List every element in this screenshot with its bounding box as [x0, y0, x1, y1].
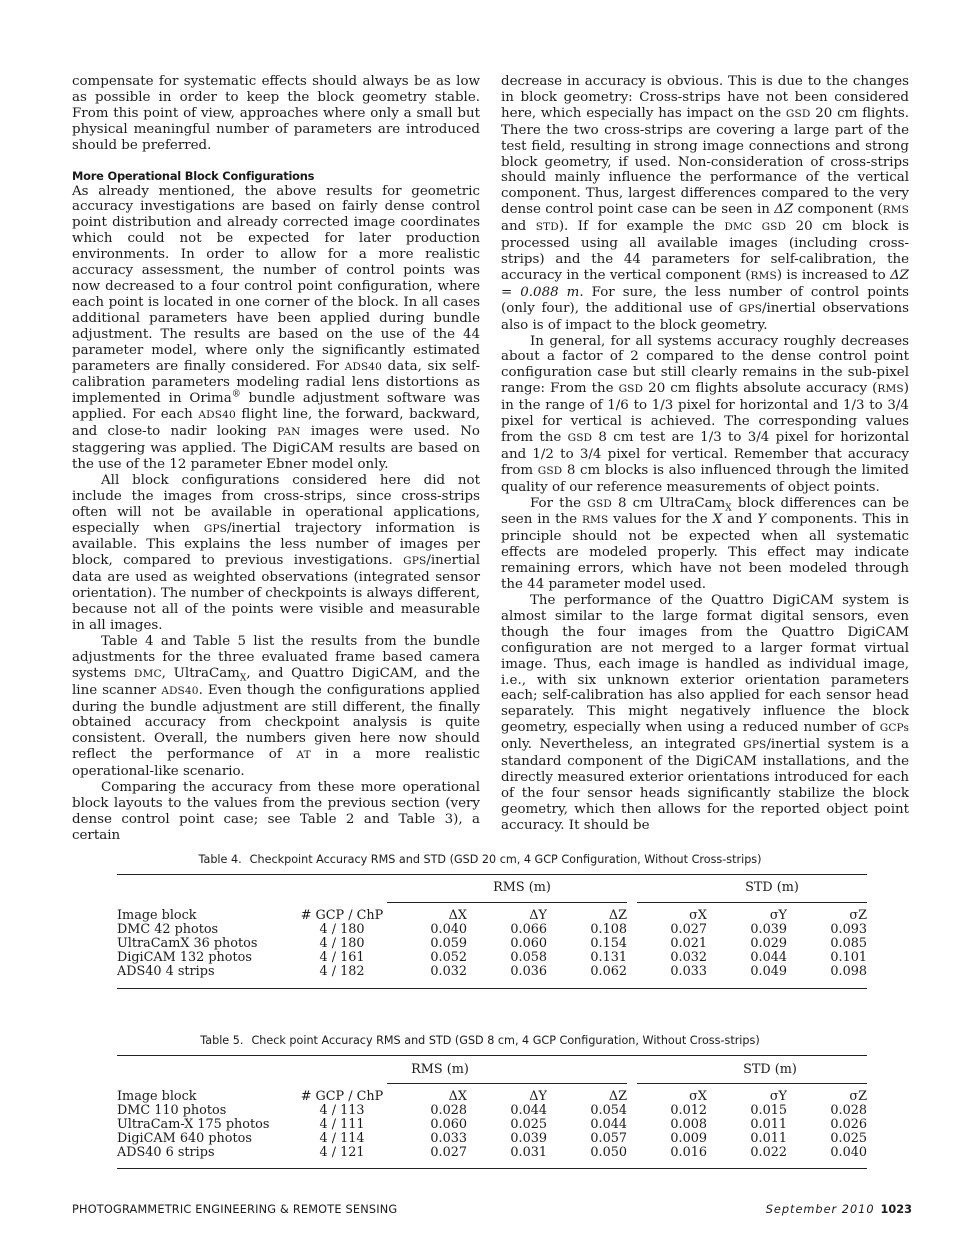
value-cell: 0.027 [430, 1145, 467, 1160]
value-cell: 0.101 [830, 950, 867, 965]
value-cell: 0.057 [590, 1131, 627, 1146]
image-block-cell: DMC 42 photos [117, 922, 219, 937]
table-row [117, 951, 867, 965]
column-header: ΔZ [608, 908, 627, 923]
value-cell: 0.025 [830, 1131, 867, 1146]
value-cell: 0.033 [430, 1131, 467, 1146]
value-cell: 0.039 [510, 1131, 547, 1146]
table5-rms-group: RMS (m) [411, 1062, 469, 1077]
paragraph: compensate for systematic effects should always be as low as possible in order to keep the block geometry stable. From this point of view, approaches where only a small but physical meaningful number of parameters are introduced should be preferred. [72, 74, 480, 153]
value-cell: 0.033 [670, 964, 707, 979]
value-cell: 0.040 [830, 1145, 867, 1160]
issue-date: September 2010 [765, 1203, 875, 1216]
paragraph: In general, for all systems accuracy roughly decreases about a factor of 2 compared to the dense control point configuration case but still clearly remains in the sub-pixel range: From the GSD 20 cm flights absolute accuracy (RMS) in the range of 1/6 to 1/3 pixel for horizontal and 1/3 to 3/4 pixel for vertical is achieved. The corresponding values from the GSD 8 cm test are 1/3 to 3/4 pixel for horizontal and 1/2 to 3/4 pixel for vertical. Remember that accuracy from GSD 8 cm blocks is also influenced through the limited quality of our reference measurements of object points. [501, 333, 909, 495]
table5-std-rule [637, 1083, 867, 1084]
right-text-column [501, 74, 909, 834]
value-cell: 0.131 [590, 950, 627, 965]
value-cell: 0.022 [750, 1145, 787, 1160]
paragraph: The performance of the Quattro DigiCAM system is almost similar to the large format digital sensors, even though the four images from the Quattro DigiCAM configuration are not merged to a larger format virtual image. Thus, each image is handled as individual image, i.e., with six unknown exterior orientation parameters each; self-calibration has also applied for each sensor head separately. This might negatively influence the block geometry, especially when using a reduced number of GCPs only. Nevertheless, an integrated GPS/inertial system is a standard component of the DigiCAM installations, and the directly measured exterior orientations introduced for each of the four sensor heads significantly stabilize the block geometry, which then allows for the reported object point accuracy. It should be [501, 593, 909, 833]
table5-bottom-rule [117, 1168, 867, 1169]
value-cell: 0.031 [510, 1145, 547, 1160]
value-cell: 0.154 [590, 936, 627, 951]
column-header: ΔX [448, 1089, 467, 1104]
value-cell: 0.028 [430, 1103, 467, 1118]
table5-std-group: STD (m) [743, 1062, 797, 1077]
image-block-cell: DigiCAM 132 photos [117, 950, 252, 965]
value-cell: 4 / 180 [319, 936, 365, 951]
paragraph: Comparing the accuracy from these more operational block layouts to the values from the previous section (very dense control point case; see Table 2 and Table 3), a certain [72, 780, 480, 843]
column-header: Image block [117, 908, 197, 923]
table4-rms-rule [387, 902, 627, 903]
image-block-cell: DMC 110 photos [117, 1103, 227, 1118]
paragraph: decrease in accuracy is obvious. This is due to the changes in block geometry: Cross-strips have not been considered here, which especially has impact on the GSD 20 cm flights. There the two cross-strips are covering a large part of the test field, resulting in strong image connections and strong block geometry, if used. Non-consideration of cross-strips should mainly influence the performance of the vertical component. Thus, largest differences compared to the very dense control point case can be seen in ΔZ component (RMS and STD). If for example the DMC GSD 20 cm block is processed using all available images (including cross-strips) and the 44 parameters for self-calibration, the accuracy in the vertical component (RMS) is increased to ΔZ = 0.088 m. For sure, the less number of control points (only four), the additional use of GPS/inertial observations also is of impact to the block geometry. [501, 74, 910, 333]
value-cell: 0.021 [670, 936, 707, 951]
table-row [117, 965, 867, 979]
column-header: σZ [849, 908, 867, 923]
table-row [117, 1104, 867, 1118]
value-cell: 0.054 [590, 1103, 627, 1118]
value-cell: 0.025 [510, 1117, 547, 1132]
value-cell: 0.052 [430, 950, 467, 965]
value-cell: 0.008 [670, 1117, 707, 1132]
value-cell: 0.032 [430, 964, 467, 979]
column-header: ΔY [529, 1089, 547, 1104]
journal-name: PHOTOGRAMMETRIC ENGINEERING & REMOTE SENSING [72, 1203, 398, 1216]
table-row [117, 1146, 867, 1160]
value-cell: 4 / 111 [319, 1117, 365, 1132]
value-cell: 4 / 114 [319, 1131, 365, 1146]
table5-top-rule [117, 1055, 867, 1056]
value-cell: 0.040 [430, 922, 467, 937]
value-cell: 0.032 [670, 950, 707, 965]
value-cell: 0.044 [510, 1103, 547, 1118]
value-cell: 0.027 [670, 922, 707, 937]
table4-top-rule [117, 874, 867, 875]
value-cell: 0.015 [750, 1103, 787, 1118]
column-header: ΔZ [608, 1089, 627, 1104]
column-header: σX [689, 1089, 707, 1104]
paragraph: As already mentioned, the above results for geometric accuracy investigations are based on fairly dense control point distribution and already corrected image coordinates which could not be expected for later production environments. In order to allow for a more realistic accuracy assessment, the number of control points was now decreased to a four control point configuration, where each point is located in one corner of the block. In all cases additional parameters have been applied during bundle adjustment. The results are based on the use of the 44 parameter model, where only the significantly estimated parameters are finally considered. For ADS40 data, six self-calibration parameters modeling radial lens distortions as implemented in Orima® bundle adjustment software was applied. For each ADS40 flight line, the forward, backward, and close-to nadir looking PAN images were used. No staggering was applied. The DigiCAM results are based on the use of the 12 parameter Ebner model only. [72, 183, 480, 472]
column-header: ΔX [448, 908, 467, 923]
value-cell: 0.098 [830, 964, 867, 979]
table-row [117, 937, 867, 951]
value-cell: 0.028 [830, 1103, 867, 1118]
value-cell: 0.016 [670, 1145, 707, 1160]
column-header: Image block [117, 1089, 197, 1104]
value-cell: 4 / 113 [319, 1103, 365, 1118]
value-cell: 0.039 [750, 922, 787, 937]
left-text-column [72, 74, 480, 844]
page-number: 1023 [880, 1203, 912, 1216]
paragraph: Table 4 and Table 5 list the results from the bundle adjustments for the three evaluated frame based camera systems DMC, UltraCam$_X$, and Quattro DigiCAM, and the line scanner ADS40. Even though the configurations applied during the bundle adjustment are still different, the finally obtained accuracy from checkpoint analysis is quite consistent. Overall, the numbers given here now should reflect the performance of AT in a more realistic operational-like scenario. [72, 633, 480, 780]
value-cell: 0.029 [750, 936, 787, 951]
table5-rms-rule [387, 1083, 627, 1084]
image-block-cell: ADS40 4 strips [117, 964, 215, 979]
table-row [117, 923, 867, 937]
image-block-cell: ADS40 6 strips [117, 1145, 215, 1160]
value-cell: 4 / 161 [319, 950, 365, 965]
value-cell: 0.044 [750, 950, 787, 965]
value-cell: 0.050 [590, 1145, 627, 1160]
table5 [117, 1090, 867, 1160]
image-block-cell: UltraCam-X 175 photos [117, 1117, 270, 1132]
value-cell: 0.093 [830, 922, 867, 937]
value-cell: 0.058 [510, 950, 547, 965]
page-footer-right [766, 1203, 912, 1216]
value-cell: 0.049 [750, 964, 787, 979]
value-cell: 4 / 182 [319, 964, 365, 979]
column-header: σY [769, 1089, 787, 1104]
table4-std-group: STD (m) [745, 880, 799, 895]
column-header: # GCP / ChP [300, 1089, 384, 1104]
value-cell: 0.044 [590, 1117, 627, 1132]
value-cell: 0.060 [430, 1117, 467, 1132]
table-row [117, 1118, 867, 1132]
value-cell: 0.062 [590, 964, 627, 979]
column-header: σY [769, 908, 787, 923]
image-block-cell: DigiCAM 640 photos [117, 1131, 252, 1146]
value-cell: 0.060 [510, 936, 547, 951]
value-cell: 0.036 [510, 964, 547, 979]
value-cell: 0.012 [670, 1103, 707, 1118]
value-cell: 0.026 [830, 1117, 867, 1132]
section-heading: More Operational Block Configurations [72, 168, 315, 183]
paragraph: All block configurations considered here did not include the images from cross-strips, since cross-strips often will not be available in operational applications, especially when GPS/inertial trajectory information is available. This explains the less number of images per block, compared to previous investigations. GPS/inertial data are used as weighted observations (integrated sensor orientation). The number of checkpoints is always different, because not all of the points were visible and measurable in all images. [72, 472, 480, 633]
value-cell: 0.011 [750, 1117, 787, 1132]
value-cell: 0.066 [510, 922, 547, 937]
table4 [117, 909, 867, 979]
column-header: # GCP / ChP [300, 908, 384, 923]
value-cell: 0.011 [750, 1131, 787, 1146]
image-block-cell: UltraCamX 36 photos [117, 936, 258, 951]
value-cell: 4 / 121 [319, 1145, 365, 1160]
value-cell: 4 / 180 [319, 922, 365, 937]
table4-rms-group: RMS (m) [493, 880, 551, 895]
column-header: ΔY [529, 908, 547, 923]
paragraph: For the GSD 8 cm UltraCam$_X$ block differences can be seen in the RMS values for the X and Y components. This in principle should not be expected when all systematic effects are modeled properly. This effect may indicate remaining errors, which have not been modeled through the 44 parameter model used. [501, 495, 910, 593]
table5-caption: Table 5. Check point Accuracy RMS and STD (GSD 8 cm, 4 GCP Configuration, Without Cross-strips) [200, 1034, 760, 1047]
value-cell: 0.059 [430, 936, 467, 951]
value-cell: 0.009 [670, 1131, 707, 1146]
column-header: σX [689, 908, 707, 923]
table4-caption: Table 4. Checkpoint Accuracy RMS and STD (GSD 20 cm, 4 GCP Configuration, Without Cross-strips) [198, 853, 762, 866]
table4-std-rule [637, 902, 867, 903]
table-header-row [117, 909, 867, 923]
table-header-row [117, 1090, 867, 1104]
table4-bottom-rule [117, 988, 867, 989]
column-header: σZ [849, 1089, 867, 1104]
table-row [117, 1132, 867, 1146]
value-cell: 0.108 [590, 922, 627, 937]
value-cell: 0.085 [830, 936, 867, 951]
